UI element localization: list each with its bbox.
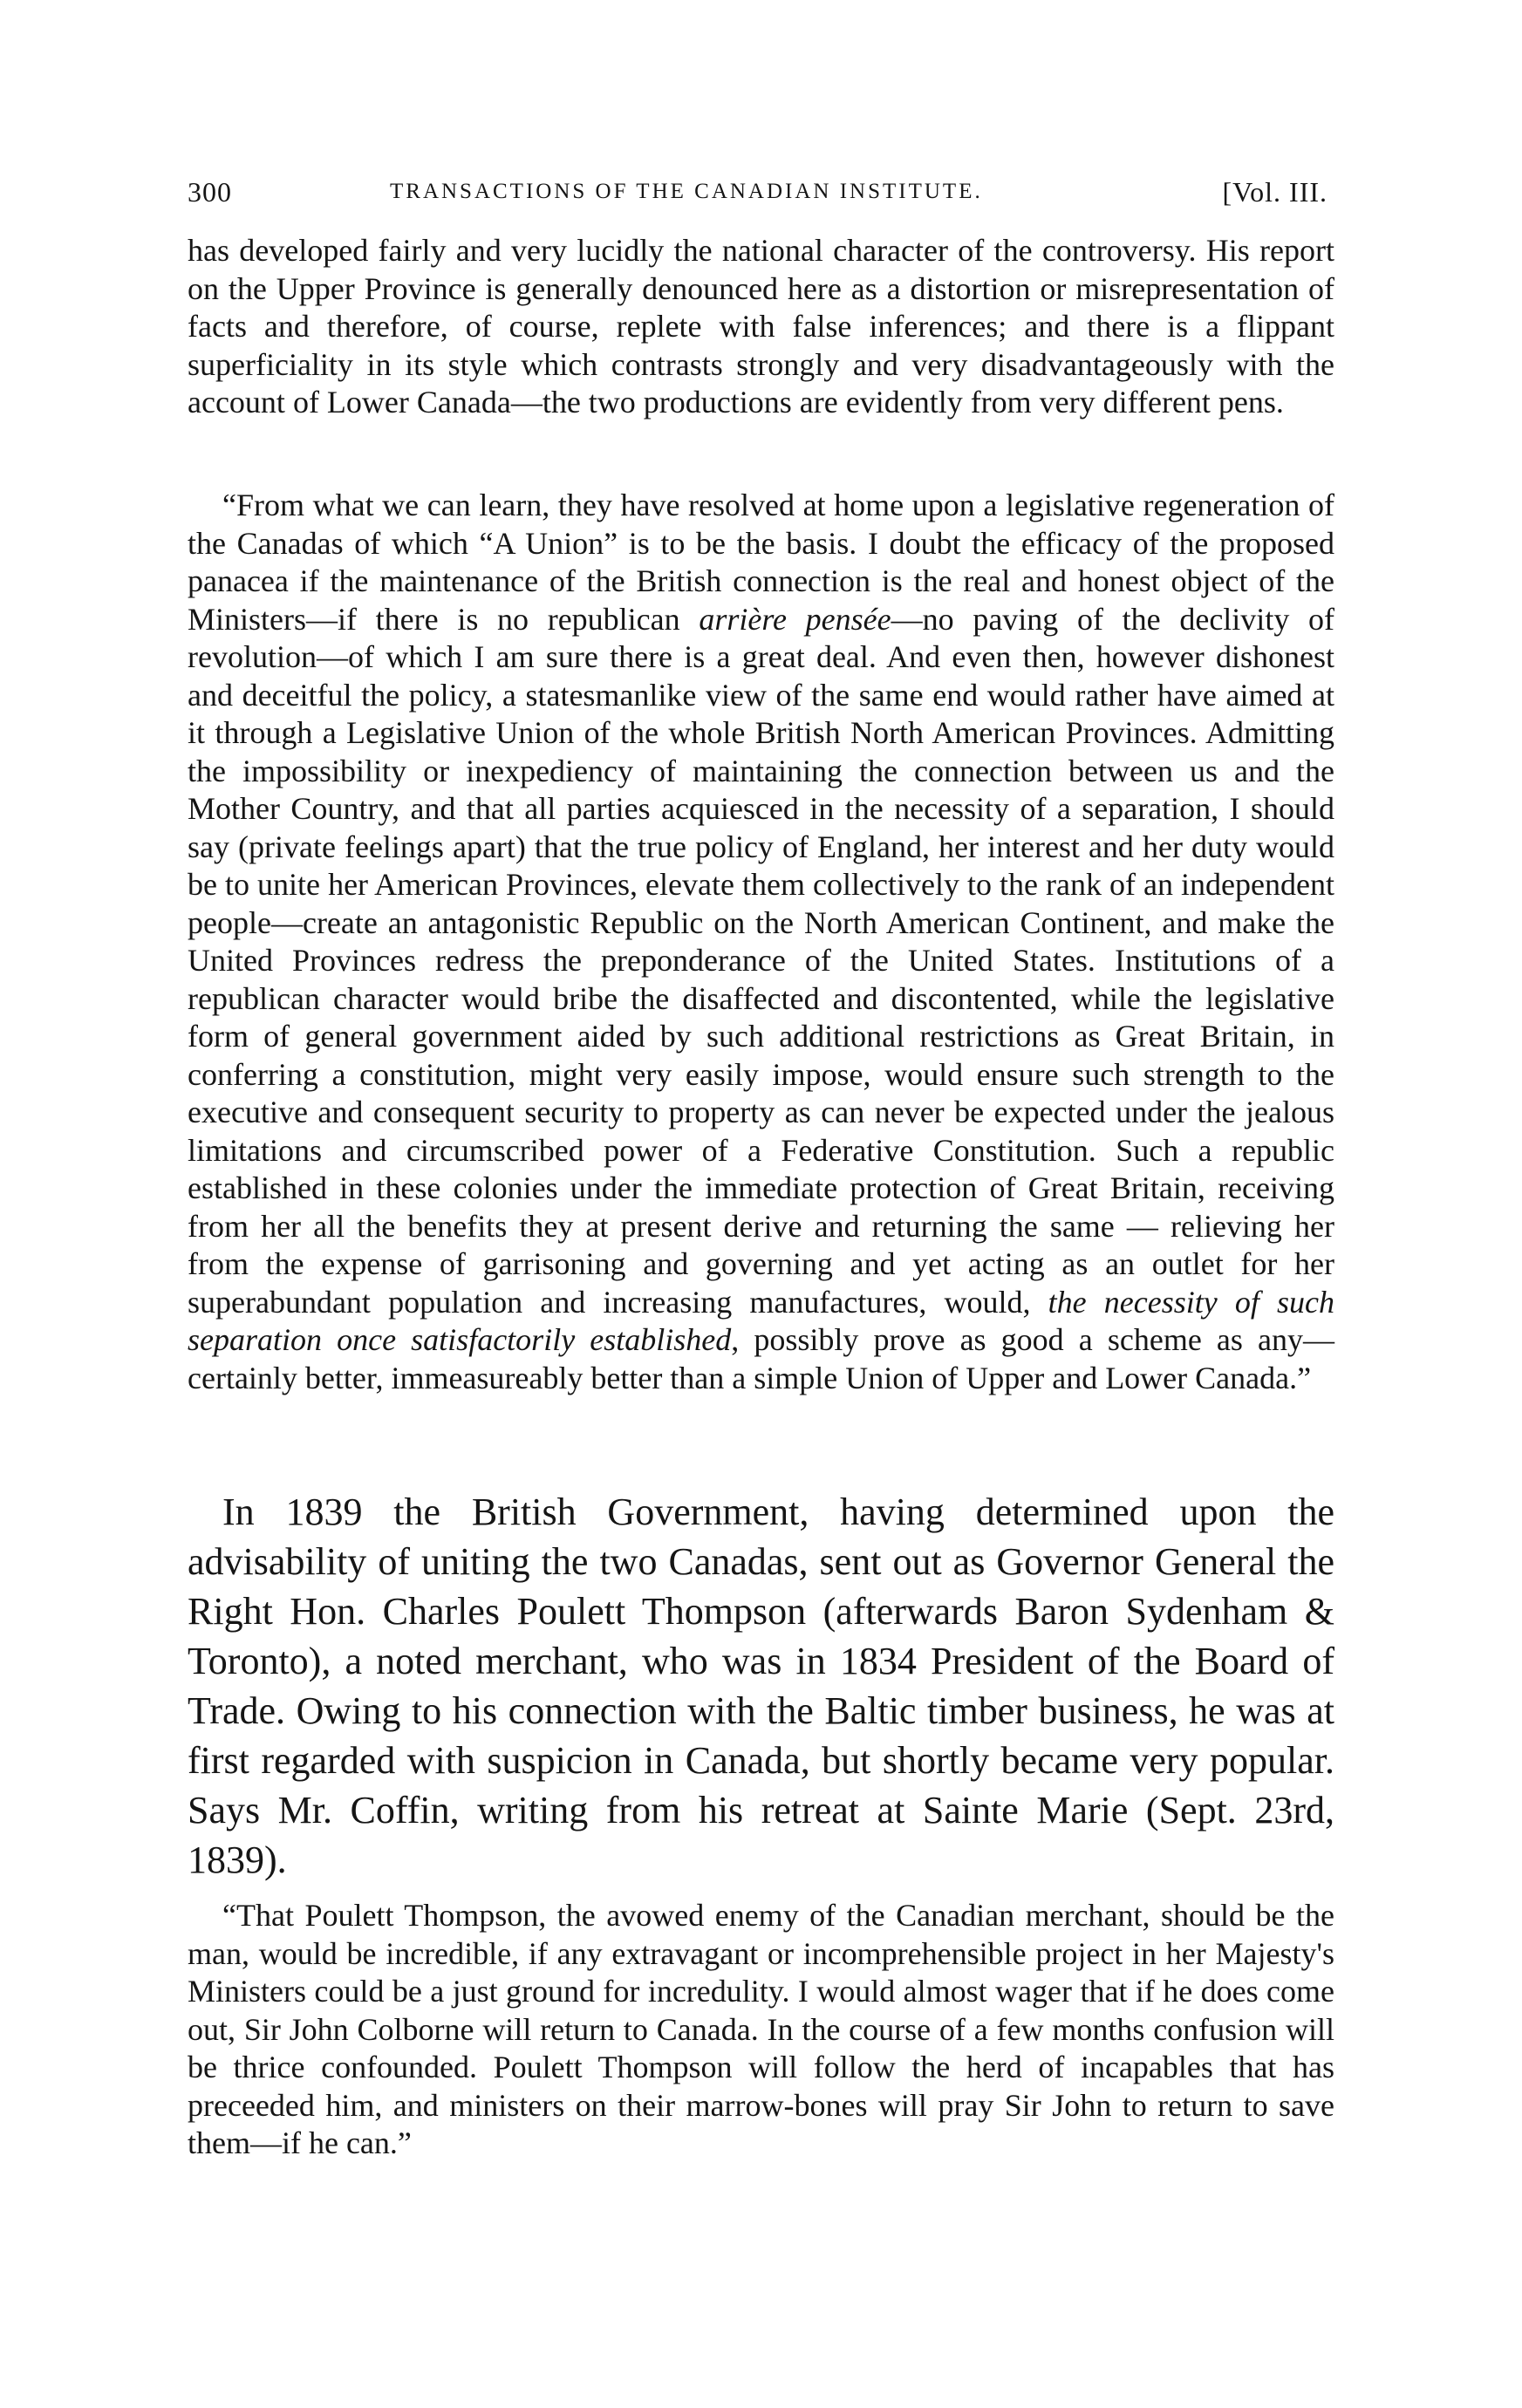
page-number: 300: [188, 176, 232, 208]
continued-quotation-paragraph: [188, 232, 1334, 422]
paragraph-text: [188, 487, 1334, 1397]
main-paragraph: [188, 1487, 1334, 1885]
quotation-text-end: , possibly prove as good a scheme as any—certainly better, immeasureably better than a simple Union of Upper and Lower Canada.”: [188, 1322, 1334, 1395]
paragraph-text: “That Poulett Thompson, the avowed enemy of the Canadian merchant, should be the man, would be incredible, if any extravagant or incomprehensible project in her Majesty's Ministers could be a just ground for incredulity. I would almost wager that if he does come out, Sir John Colborne will return to Canada. In the course of a few months confusion will be thrice confounded. Poulett Thompson will follow the herd of incapables that has preceeded him, and ministers on their marrow-bones will pray Sir John to return to save them—if he can.”: [188, 1898, 1334, 2160]
italic-phrase: arrière pensée: [699, 601, 891, 637]
quotation-text-start: “From what we can learn, they have resolved at home upon a legislative regeneration of the Canadas of which “A Union” is to be the basis. I doubt the efficacy of the proposed panacea if the maintenance of the British connection is the real and honest object of the Ministers—if there is no republican: [188, 488, 1334, 637]
running-title: TRANSACTIONS OF THE CANADIAN INSTITUTE.: [390, 180, 983, 203]
italic-phrase: the necessity of such separation once satisfactorily established: [188, 1284, 1334, 1357]
quotation-paragraph: [188, 487, 1334, 1397]
page-header: [188, 167, 1334, 216]
volume-label: [Vol. III.: [1222, 176, 1327, 208]
coffin-quotation-paragraph: [188, 1897, 1334, 2163]
paragraph-text: has developed fairly and very lucidly the national character of the controversy. His report on the Upper Province is generally denounced here as a distortion or misrepresentation of facts and therefore, of course, replete with false inferences; and there is a flippant superficiality in its style which contrasts strongly and very disadvantageously with the account of Lower Canada—the two productions are evidently from very different pens.: [188, 233, 1334, 420]
paragraph-text: In 1839 the British Government, having determined upon the advisability of uniting the two Canadas, sent out as Governor General the Right Hon. Charles Poulett Thompson (afterwards Baron Sydenham & Toronto), a noted merchant, who was in 1834 President of the Board of Trade. Owing to his connection with the Baltic timber business, he was at first regarded with suspicion in Canada, but shortly became very popular. Says Mr. Coffin, writing from his retreat at Sainte Marie (Sept. 23rd, 1839).: [188, 1491, 1334, 1881]
quotation-text-middle: —no paving of the declivity of revolution—of which I am sure there is a great deal. And even then, however dishonest and deceitful the policy, a statesmanlike view of the same end would rather have aimed at it through a Legislative Union of the whole British North American Provinces. Admitting the impossibility or inexpediency of maintaining the connection between us and the Mother Country, and that all parties acquiesced in the necessity of a separation, I should say (private feelings apart) that the true policy of England, her interest and her duty would be to unite her American Provinces, elevate them collectively to the rank of an independent people—create an antagonistic Republic on the North American Continent, and make the United Provinces redress the preponderance of the United States. Institutions of a republican character would bribe the disaffected and discontented, while the legislative form of general government aided by such additional restrictions as Great Britain, in conferring a constitution, might very easily impose, would ensure such strength to the executive and consequent security to property as can never be expected under the jealous limitations and circumscribed power of a Federative Constitution. Such a republic established in these colonies under the immediate protection of Great Britain, receiving from her all the benefits they at present derive and returning the same — relieving her from the expense of garrisoning and governing and yet acting as an outlet for her superabundant population and increasing manufactures, would,: [188, 601, 1334, 1320]
